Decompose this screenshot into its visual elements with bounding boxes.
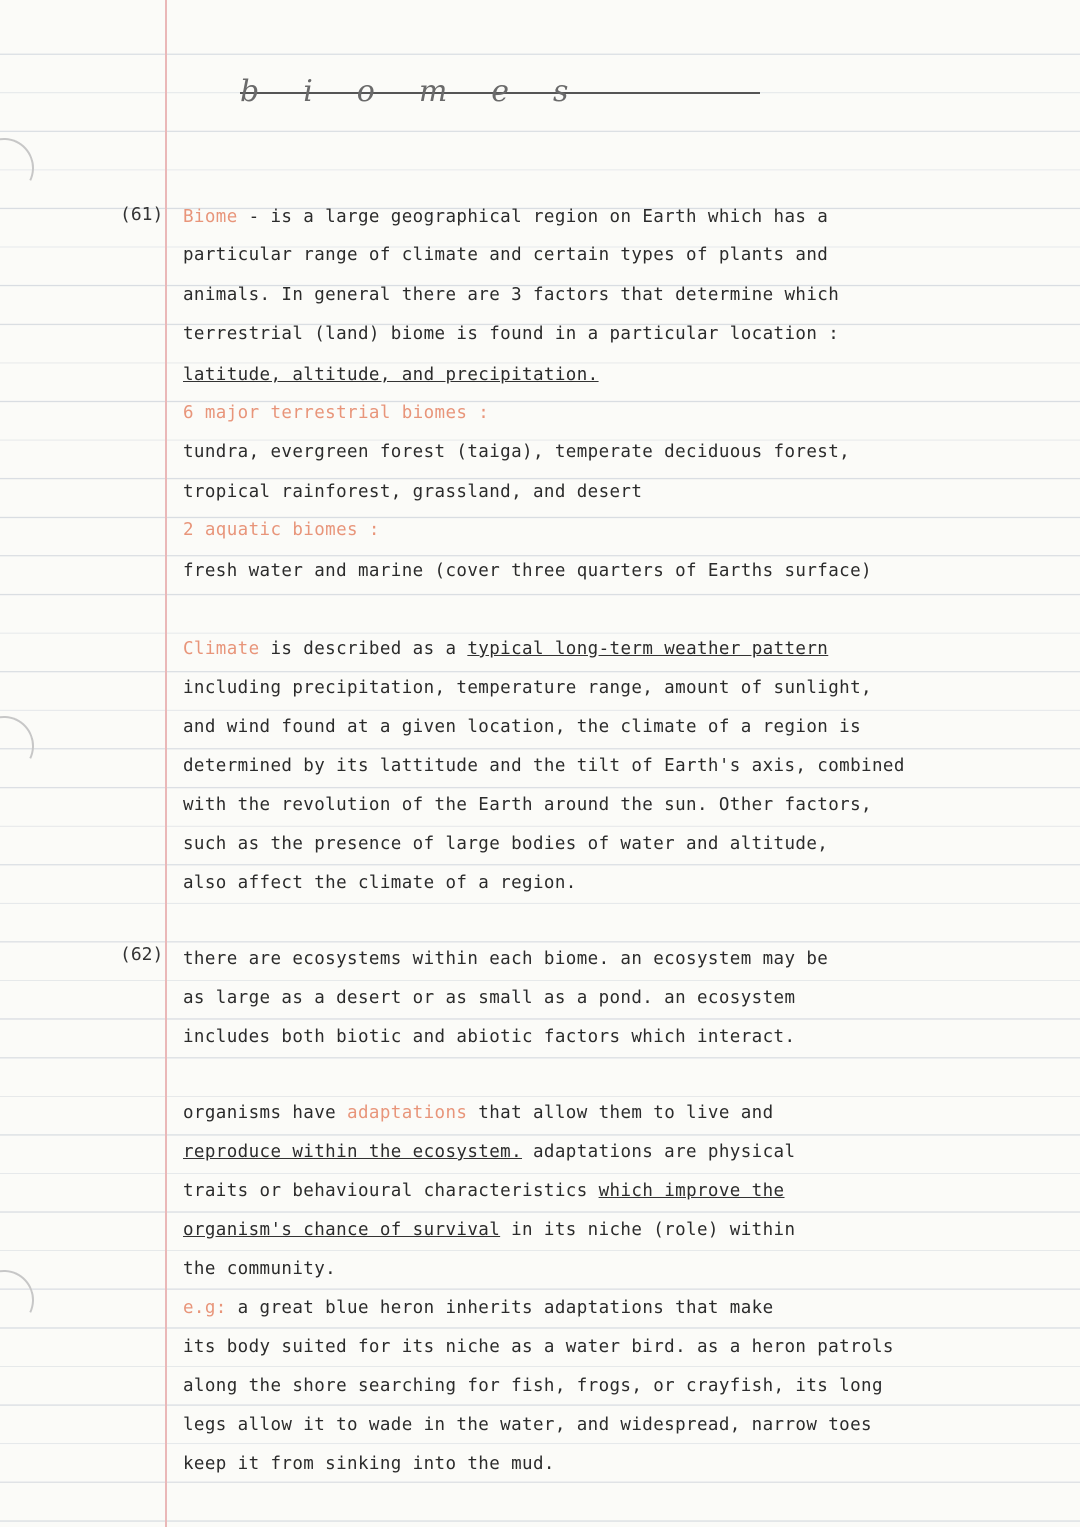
text-line (183, 360, 599, 390)
text-line: tropical rainforest, grassland, and desert (183, 482, 643, 502)
underlined-span: reproduce within the ecosystem. (183, 1142, 523, 1162)
text-line (183, 202, 828, 232)
text-span: adaptations are physical (522, 1142, 796, 1162)
section-number: (62) (120, 944, 164, 965)
binder-hole (0, 130, 42, 207)
term-highlight: adaptations (347, 1103, 468, 1123)
text-line: its body suited for its niche as a water bird. as a heron patrols (183, 1337, 894, 1357)
text-span: a great blue heron inherits adaptations that make (226, 1298, 774, 1318)
margin-line (165, 0, 167, 1527)
text-line: terrestrial (land) biome is found in a particular location : (183, 324, 840, 344)
text-line (183, 1176, 785, 1206)
text-line: including precipitation, temperature range, amount of sunlight, (183, 678, 872, 698)
binder-hole (0, 708, 42, 785)
text-span: in its niche (role) within (500, 1220, 796, 1240)
term-highlight: Biome (183, 207, 238, 227)
text-line: tundra, evergreen forest (taiga), temperate deciduous forest, (183, 442, 851, 462)
text-span: latitude, altitude, and precipitation. (183, 365, 599, 385)
underlined-span: typical long-term weather pattern (467, 639, 829, 659)
subheading: 6 major terrestrial biomes : (183, 403, 490, 423)
underlined-span: which improve the (598, 1181, 785, 1201)
text-line: such as the presence of large bodies of water and altitude, (183, 834, 829, 854)
text-span: organisms have (183, 1103, 348, 1123)
term-highlight: Climate (183, 639, 260, 659)
text-line: keep it from sinking into the mud. (183, 1454, 555, 1474)
section-number: (61) (120, 204, 164, 225)
title-text: biomes (240, 74, 613, 109)
text-line (183, 1137, 795, 1167)
page-title (240, 74, 780, 114)
subheading: 2 aquatic biomes : (183, 520, 380, 540)
text-line (183, 634, 828, 664)
text-line (183, 1293, 774, 1323)
text-line (183, 1098, 774, 1128)
text-line: also affect the climate of a region. (183, 873, 577, 893)
text-span: - is a large geographical region on Earth which has a (237, 207, 829, 227)
text-line: the community. (183, 1259, 337, 1279)
text-line: there are ecosystems within each biome. an ecosystem may be (183, 949, 829, 969)
text-span: is described as a (259, 639, 468, 659)
text-line: and wind found at a given location, the climate of a region is (183, 717, 862, 737)
text-line (183, 1215, 795, 1245)
text-span: that allow them to live and (467, 1103, 774, 1123)
term-highlight: e.g: (183, 1298, 227, 1318)
text-line: includes both biotic and abiotic factors which interact. (183, 1027, 796, 1047)
text-span: traits or behavioural characteristics (183, 1181, 599, 1201)
text-line: fresh water and marine (cover three quarters of Earths surface) (183, 561, 872, 581)
text-line: particular range of climate and certain types of plants and (183, 245, 829, 265)
text-line: with the revolution of the Earth around the sun. Other factors, (183, 795, 872, 815)
underlined-span: organism's chance of survival (183, 1220, 501, 1240)
text-line: animals. In general there are 3 factors that determine which (183, 285, 840, 305)
text-line: along the shore searching for fish, frogs, or crayfish, its long (183, 1376, 883, 1396)
text-line: legs allow it to wade in the water, and widespread, narrow toes (183, 1415, 872, 1435)
binder-hole (0, 1262, 42, 1339)
text-line: determined by its lattitude and the tilt of Earth's axis, combined (183, 756, 905, 776)
text-line: as large as a desert or as small as a pond. an ecosystem (183, 988, 796, 1008)
